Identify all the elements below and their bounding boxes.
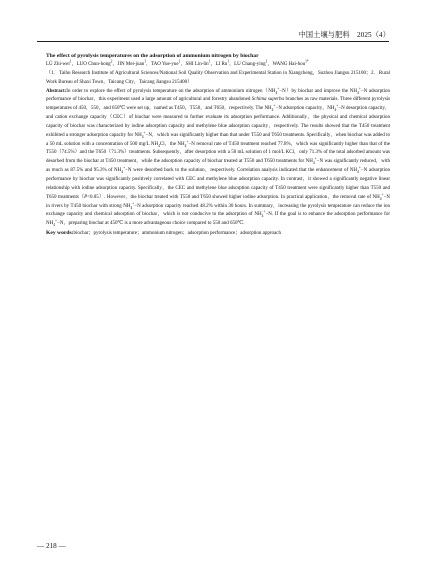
author-name: WANG Hai-hou (272, 62, 306, 67)
author-affiliation-marker: 1 (265, 59, 268, 64)
header-rule (37, 41, 389, 42)
abstract (46, 85, 391, 230)
author-name: LUO Chun-hong (76, 62, 111, 67)
author-name: SHI Lin-lin (185, 62, 209, 67)
author-name: TAO Yue-yue (151, 62, 179, 67)
running-header: 中国土壤与肥料 2025（4） (298, 31, 390, 39)
article-title: The effect of pyrolysis temperatures on the adsorption of ammonium nitrogen by biochar (46, 53, 259, 59)
abstract-text: In order to explore the effect of pyrolysis temperature on the adsorption of ammonium $nitrogen(NH_4^+-N)by$ biochar and improve the $NH_4^+-N$ adsorption performance of biochar，this experiment used a large amount of agricultural and forestry abandoned Schima superba branches as raw materials. Three different pyrolysis temperatures of 450，550，and 650℃ were set up，named as T450，T550，and T650，respectively. The $NH_4^+-N$ adsorption capacity，$NH_4^+-N$ desorption capacity，and cation exchange capacity（CEC）of biochar were measured to further evaluate its adsorption performance. Additionally，the physical and chemical adsorption capacity of biochar was characterized by iodine adsorption capacity and methylene blue adsorption capacity，respectively. The results showed that the T450 treatment exhibited a stronger adsorption capacity for $NH_4^+-N$，which was significantly higher than that under T550 and T650 treatments. Specifically，when biochar was added to a 50 mL solution with a concentration of 500 mg/L $NH_4Cl$，the $NH_4^+-N$ removal rate of T450 treatment reached 77.8%，which was significantly higher than that of the T550（74.5%）and the T650（71.3%）treatments. Subsequently，after desorption with a 50 mL solution of 1 mol/L KCl，only 71.3% of the total adsorbed amount was desorbed from the biochar at T450 treatment，while the adsorption capacity of biochar treated at T550 and T650 treatments for $NH_4^+-N$ was significantly reduced，with as much as 87.5% and 95.3% of $NH_4^+-N$ were desorbed back to the solution，respectively. Correlation analysis indicated that the enhancement of $NH_4^+-N$ adsorption performance by biochar was significantly positively correlated with CEC and methylene blue adsorption capacity. In contrast，it showed a significantly negative linear relationship with iodine adsorption capacity. Specifically，the CEC and methylene blue adsorption capacity of T450 treatment were significantly higher than T550 and T650 treatments（P<0.05）. However，the biochar treated with T550 and T650 showed higher iodine adsorption. In practical application，the removal rate of $NH_4^+-N$ in rivers by T450 biochar with strong $NH_4^+-N$ adsorption capacity reached 48.2% within 30 hours. In summary，increasing the pyrolysis temperature can reduce the ion exchange capacity and chemical adsorption of biochar，which is not conducive to the adsorption of $NH_4^+-N$. If the goal is to enhance the adsorption performance for $NH_4^+-N$，preparing biochar at 450℃ is a more advantageous choice compared to 550 and 650℃． (46, 85, 391, 228)
keywords (46, 229, 390, 239)
author-name: LÜ Zhi-wei (46, 62, 70, 67)
affiliations: （1．Taihu Research Institute of Agricultural Sciences/National Soil Quality Observation and Experimental Station in Xiangcheng，Suzhou Jiangsu 215100；2．Rural Work Bureau of Shaxi Town，Taicang City，Taicang Jiangsu 215400） (46, 70, 390, 85)
author-list: LÜ Zhi-wei$^1$，LUO Chun-hong$^2$，JIN Mei-juan$^1$，TAO Yue-yue$^1$，SHI Lin-lin$^1$，LI Ru$^1$，LU Chang-ying$^1$，WANG Hai-hou$^{1*}$ (46, 59, 309, 67)
article-content (46, 52, 390, 239)
author-affiliation-marker: 1 (69, 59, 72, 64)
author-affiliation-marker: 1 (178, 59, 181, 64)
author-affiliation-marker: 2 (110, 59, 113, 64)
author-name: JIN Mei-juan (117, 62, 145, 67)
abstract-label: Abstract: (46, 88, 67, 94)
author-affiliation-marker: 1 (208, 59, 211, 64)
page-number: — 218 — (37, 542, 66, 550)
keywords-label: Key words: (46, 230, 74, 237)
keywords-text: biochar；pyrolysis temperature；ammonium nitrogen；adsorption performance；adsorption approach (73, 231, 281, 237)
author-affiliation-marker: 1 (144, 59, 147, 64)
author-name: LI Ru (215, 62, 228, 67)
author-affiliation-marker: 1* (305, 59, 309, 64)
author-name: LU Chang-ying (234, 62, 266, 67)
author-affiliation-marker: 1 (227, 59, 230, 64)
